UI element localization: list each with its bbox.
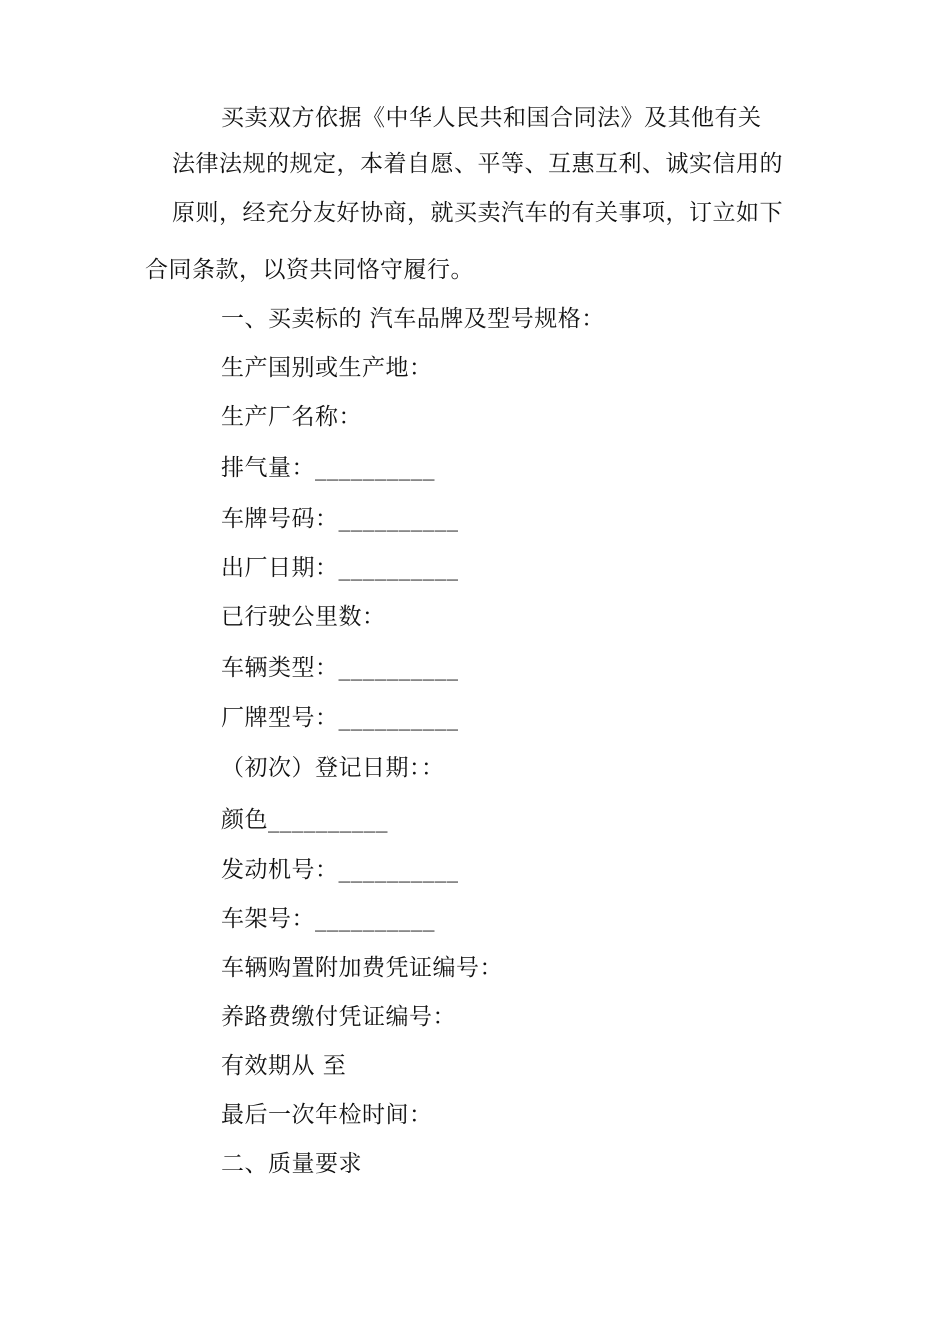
section-heading-1: 一、买卖标的 汽车品牌及型号规格：	[221, 306, 605, 332]
section-heading-2: 二、质量要求	[221, 1151, 362, 1177]
field-manufacturer: 生产厂名称：	[221, 404, 362, 430]
field-color: 颜色__________	[221, 807, 388, 833]
field-origin-country: 生产国别或生产地：	[221, 355, 433, 381]
field-mileage: 已行驶公里数：	[221, 604, 386, 630]
intro-line-3: 原则，经充分友好协商，就买卖汽车的有关事项，订立如下	[172, 200, 783, 226]
field-last-inspection: 最后一次年检时间：	[221, 1102, 433, 1128]
intro-line-2: 法律法规的规定，本着自愿、平等、互惠互利、诚实信用的	[172, 151, 783, 177]
field-registration-date: （初次）登记日期：：	[221, 755, 445, 781]
field-road-fee-certificate: 养路费缴付凭证编号：	[221, 1004, 456, 1030]
field-purchase-tax-certificate: 车辆购置附加费凭证编号：	[221, 955, 503, 981]
field-manufacture-date: 出厂日期：__________	[221, 555, 459, 581]
field-engine-number: 发动机号：__________	[221, 857, 459, 883]
field-validity-period: 有效期从 至	[221, 1053, 347, 1079]
field-vin: 车架号：__________	[221, 906, 435, 932]
intro-line-4: 合同条款，以资共同恪守履行。	[145, 257, 474, 283]
intro-line-1: 买卖双方依据《中华人民共和国合同法》及其他有关	[221, 105, 762, 131]
field-brand-model: 厂牌型号：__________	[221, 705, 459, 731]
field-license-plate: 车牌号码：__________	[221, 506, 459, 532]
field-vehicle-type: 车辆类型：__________	[221, 655, 459, 681]
field-displacement: 排气量：__________	[221, 455, 435, 481]
